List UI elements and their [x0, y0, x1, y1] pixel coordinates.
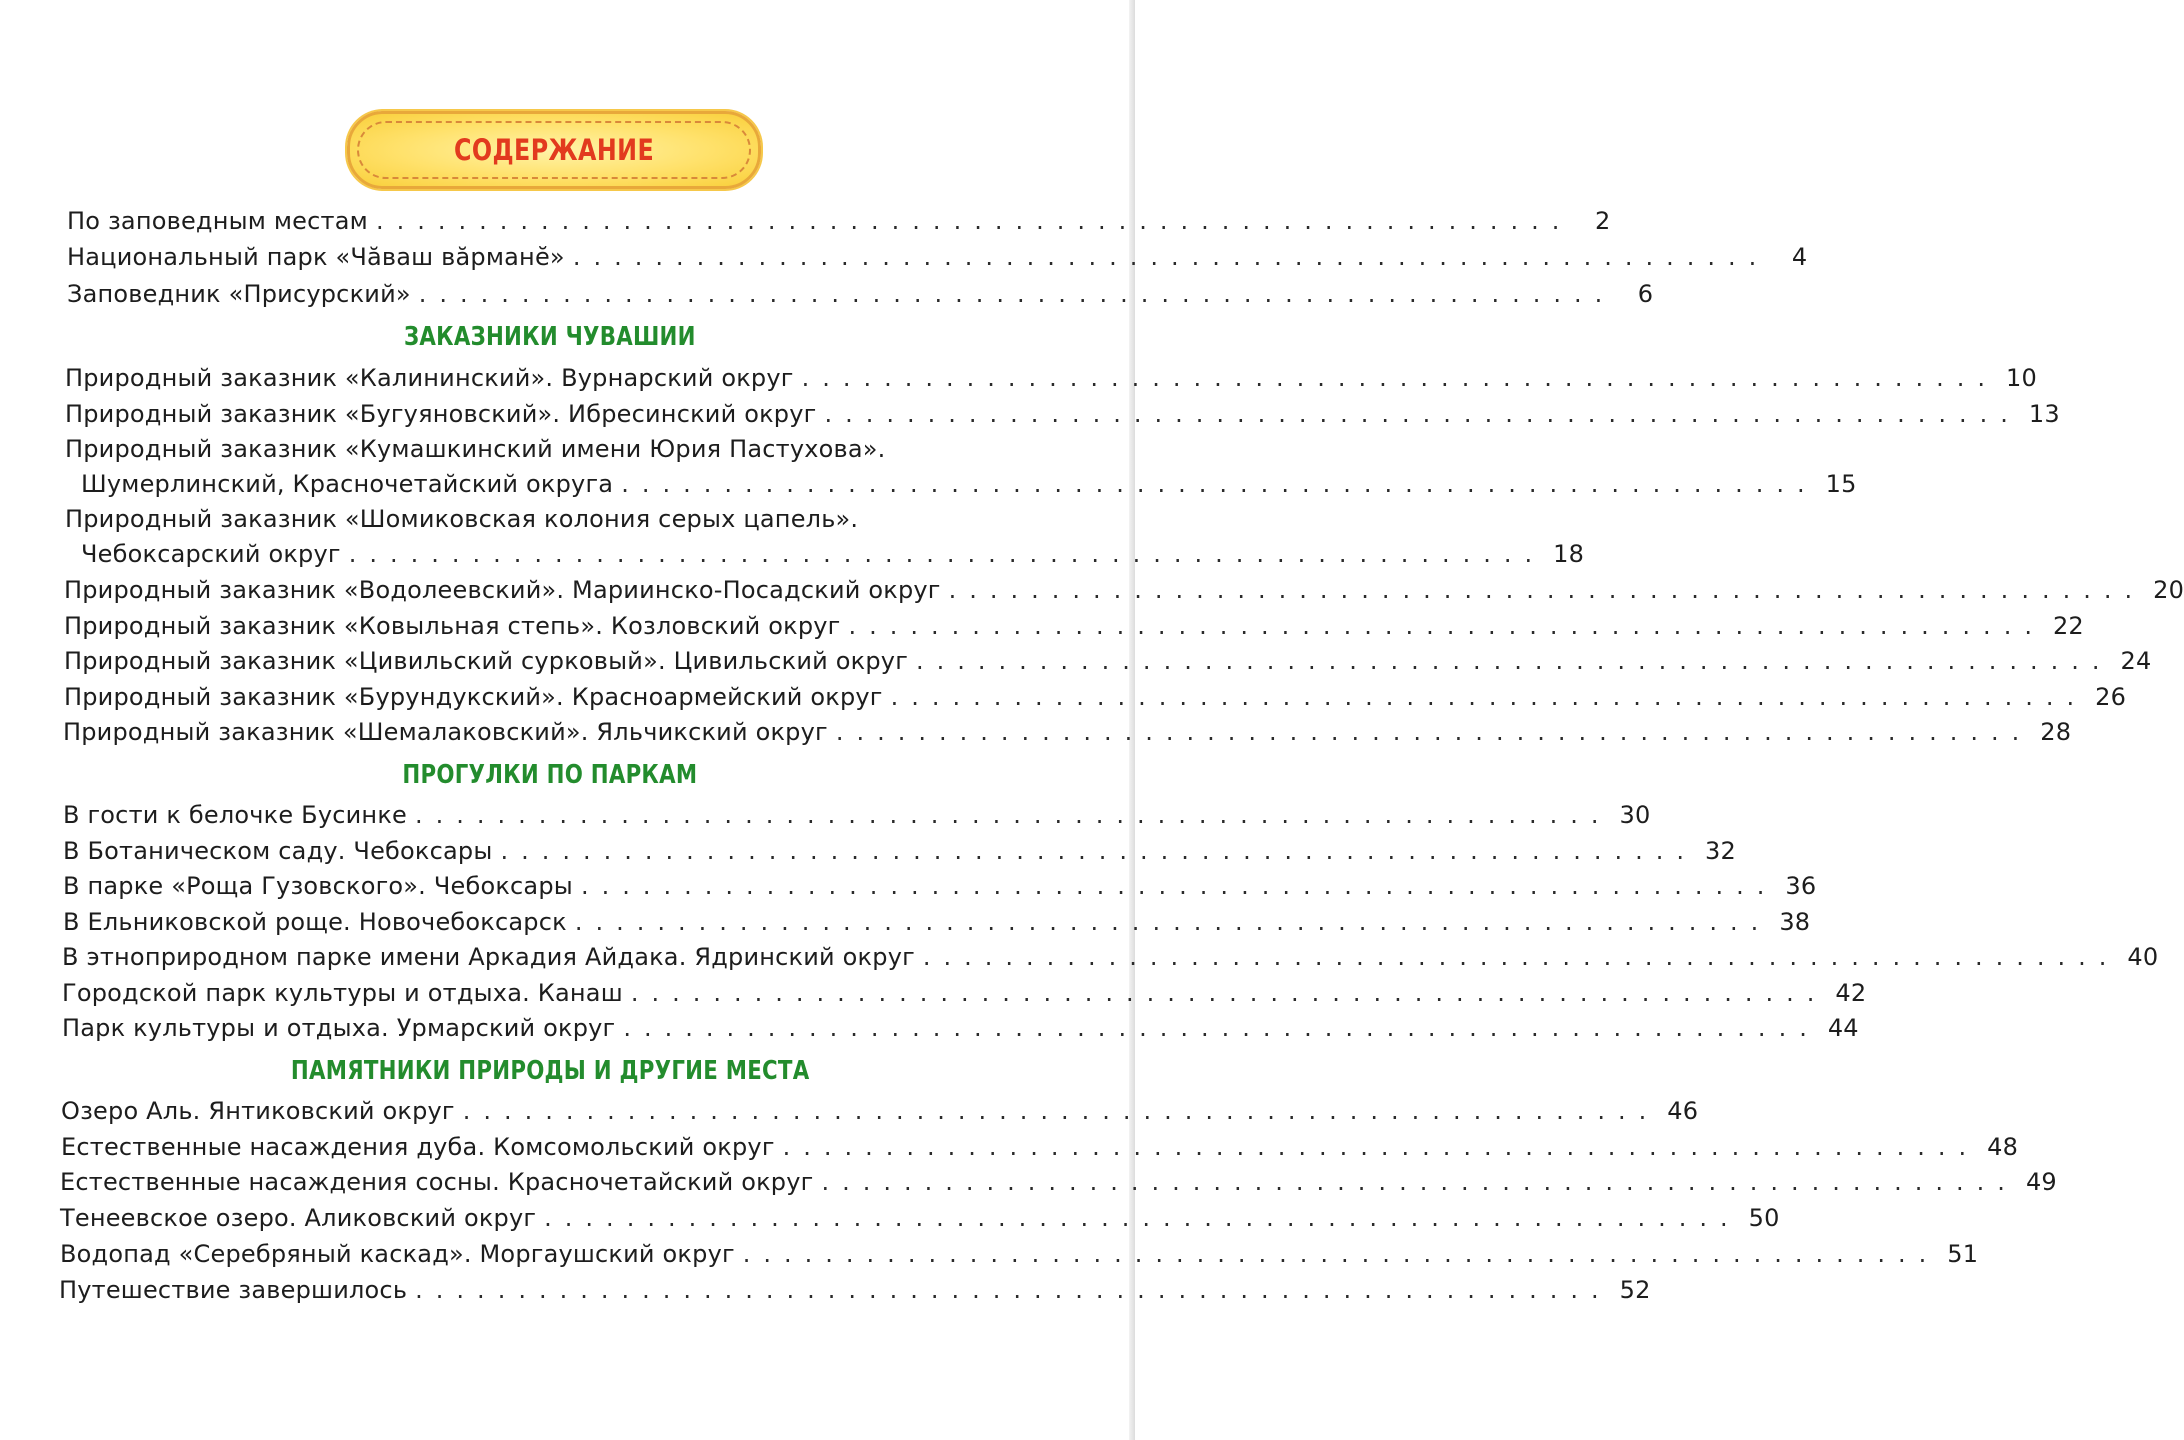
toc-entry-title: По заповедным местам: [67, 207, 368, 235]
toc-entry[interactable]: [63, 908, 1811, 942]
leader-dots: ..........................................................: [375, 207, 1573, 235]
toc-entry[interactable]: [62, 1014, 1859, 1048]
toc-entry-page: 4: [1791, 243, 1808, 271]
toc-entry-title: Водопад «Серебряный каскад». Моргаушский округ: [60, 1240, 735, 1268]
leader-dots: ..........................................................: [801, 364, 1999, 392]
toc-entry-page: 46: [1667, 1097, 1699, 1125]
toc-entry[interactable]: [67, 207, 1611, 241]
toc-entry[interactable]: [65, 505, 1035, 539]
toc-entry-title: Природный заказник «Ковыльная степь». Козловский округ: [64, 612, 841, 640]
toc-entry-title: Природный заказник «Шемалаковский». Яльчикский округ: [63, 718, 828, 746]
toc-entry-title: Парк культуры и отдыха. Урмарский округ: [62, 1014, 616, 1042]
toc-entry-page: 44: [1827, 1014, 1859, 1042]
leader-dots: ..........................................................: [580, 872, 1778, 900]
leader-dots: ..........................................................: [415, 1276, 1612, 1304]
toc-entry[interactable]: [60, 1168, 2057, 1202]
toc-entry-title: Природный заказник «Цивильский сурковый». Цивильский округ: [64, 647, 909, 675]
toc-entry-title: Национальный парк «Чӑваш вӑрманӗ»: [67, 243, 565, 271]
toc-entry[interactable]: [63, 872, 1817, 906]
toc-entry-page: 15: [1825, 470, 1857, 498]
toc-entry-title: Природный заказник «Калининский». Вурнарский округ: [65, 364, 794, 392]
toc-entry-page: 20: [2153, 576, 2184, 604]
leader-dots: ..........................................................: [630, 979, 1828, 1007]
toc-entry[interactable]: [65, 364, 2037, 398]
toc-entry-title: В этноприродном парке имени Аркадия Айдака. Ядринский округ: [62, 943, 915, 971]
leader-dots: ..........................................................: [500, 837, 1697, 865]
leader-dots: ..........................................................: [544, 1204, 1741, 1232]
leader-dots: ..........................................................: [418, 280, 1616, 308]
leader-dots: ..........................................................: [835, 718, 2033, 746]
toc-entry-title: Природный заказник «Кумашкинский имени Юрия Пастухова».: [65, 435, 886, 463]
toc-entry-title: В Ботаническом саду. Чебоксары: [63, 837, 493, 865]
leader-dots: ..........................................................: [821, 1168, 2018, 1196]
leader-dots: ..........................................................: [782, 1133, 1980, 1161]
toc-entry-title: Природный заказник «Водолеевский». Мариинско-Посадский округ: [64, 576, 941, 604]
title-badge: [347, 111, 761, 189]
toc-entry[interactable]: [60, 1204, 1780, 1238]
toc-entry-page: 2: [1594, 207, 1611, 235]
toc-entry-page: 32: [1705, 837, 1736, 865]
leader-dots: ..........................................................: [462, 1097, 1660, 1125]
toc-entry-page: 10: [2006, 364, 2037, 392]
leader-dots: ..........................................................: [574, 908, 1772, 936]
toc-entry-page: 49: [2025, 1168, 2057, 1196]
toc-entry[interactable]: [60, 1240, 1979, 1274]
leader-dots: ..........................................................: [948, 576, 2146, 604]
leader-dots: ..........................................................: [621, 470, 1818, 498]
toc-entry[interactable]: [65, 400, 2060, 434]
toc-entry[interactable]: [65, 435, 1035, 469]
page-title: СОДЕРЖАНИЕ: [453, 133, 655, 167]
leader-dots: ..........................................................: [348, 540, 1546, 568]
toc-entry-title: В парке «Роща Гузовского». Чебоксары: [63, 872, 573, 900]
toc-entry-title: Шумерлинский, Красночетайский округа: [81, 470, 614, 498]
toc-entry-title: Природный заказник «Бурундукский». Красноармейский округ: [64, 683, 883, 711]
toc-entry[interactable]: [67, 243, 1808, 277]
toc-entry-page: 28: [2040, 718, 2072, 746]
leader-dots: ..........................................................: [572, 243, 1770, 271]
toc-entry-page: 38: [1779, 908, 1811, 936]
toc-entry-page: 48: [1987, 1133, 2019, 1161]
toc-entry[interactable]: [63, 718, 2072, 752]
toc-entry[interactable]: [67, 280, 1654, 314]
leader-dots: ..........................................................: [890, 683, 2088, 711]
section-heading: ПАМЯТНИКИ ПРИРОДЫ И ДРУГИЕ МЕСТА: [290, 1056, 810, 1086]
leader-dots: ..........................................................: [742, 1240, 1940, 1268]
leader-dots: ..........................................................: [916, 647, 2113, 675]
toc-entry[interactable]: [64, 576, 2184, 610]
toc-entry-title: Городской парк культуры и отдыха. Канаш: [62, 979, 623, 1007]
toc-entry-page: 50: [1748, 1204, 1780, 1232]
toc-entry-page: 26: [2095, 683, 2127, 711]
leader-dots: ..........................................................: [623, 1014, 1820, 1042]
toc-entry-page: 30: [1619, 801, 1651, 829]
toc-entry-continuation[interactable]: [65, 540, 1585, 574]
toc-entry[interactable]: [59, 1276, 1651, 1310]
toc-entry-page: 51: [1947, 1240, 1979, 1268]
toc-entry[interactable]: [61, 1133, 2019, 1167]
toc-entry[interactable]: [62, 979, 1867, 1013]
toc-entry-title: В Ельниковской роще. Новочебоксарск: [63, 908, 567, 936]
section-heading: ЗАКАЗНИКИ ЧУВАШИИ: [404, 322, 696, 352]
leader-dots: ..........................................................: [415, 801, 1612, 829]
leader-dots: ..........................................................: [922, 943, 2120, 971]
toc-entry-page: 22: [2052, 612, 2084, 640]
toc-entry-title: Естественные насаждения дуба. Комсомольский округ: [61, 1133, 775, 1161]
toc-entry-page: 36: [1785, 872, 1817, 900]
toc-entry-title: Заповедник «Присурский»: [67, 280, 411, 308]
toc-entry[interactable]: [61, 1097, 1699, 1131]
toc-entry[interactable]: [64, 683, 2127, 717]
toc-entry-page: 6: [1637, 280, 1654, 308]
toc-entry[interactable]: [63, 801, 1651, 835]
toc-entry-page: 52: [1619, 1276, 1651, 1304]
toc-entry-title: Природный заказник «Шомиковская колония серых цапель».: [65, 505, 859, 533]
toc-entry-title: В гости к белочке Бусинке: [63, 801, 407, 829]
toc-entry[interactable]: [64, 612, 2084, 646]
toc-entry-continuation[interactable]: [65, 470, 1857, 504]
toc-entry-page: 13: [2028, 400, 2060, 428]
section-heading: ПРОГУЛКИ ПО ПАРКАМ: [402, 760, 698, 790]
toc-entry-title: Природный заказник «Бугуяновский». Ибресинский округ: [65, 400, 817, 428]
toc-entry[interactable]: [64, 647, 2152, 681]
toc-entry[interactable]: [63, 837, 1736, 871]
toc-entry-title: Путешествие завершилось: [59, 1276, 408, 1304]
toc-entry[interactable]: [62, 943, 2159, 977]
toc-entry-title: Естественные насаждения сосны. Красночетайский округ: [60, 1168, 814, 1196]
toc-entry-page: 24: [2120, 647, 2152, 675]
leader-dots: ..........................................................: [848, 612, 2045, 640]
toc-entry-title: Озеро Аль. Янтиковский округ: [61, 1097, 455, 1125]
toc-entry-title: Чебоксарский округ: [81, 540, 341, 568]
toc-entry-page: 18: [1553, 540, 1585, 568]
leader-dots: ..........................................................: [824, 400, 2021, 428]
toc-entry-title: Тенеевское озеро. Аликовский округ: [60, 1204, 537, 1232]
toc-entry-page: 40: [2127, 943, 2159, 971]
toc-entry-page: 42: [1835, 979, 1867, 1007]
